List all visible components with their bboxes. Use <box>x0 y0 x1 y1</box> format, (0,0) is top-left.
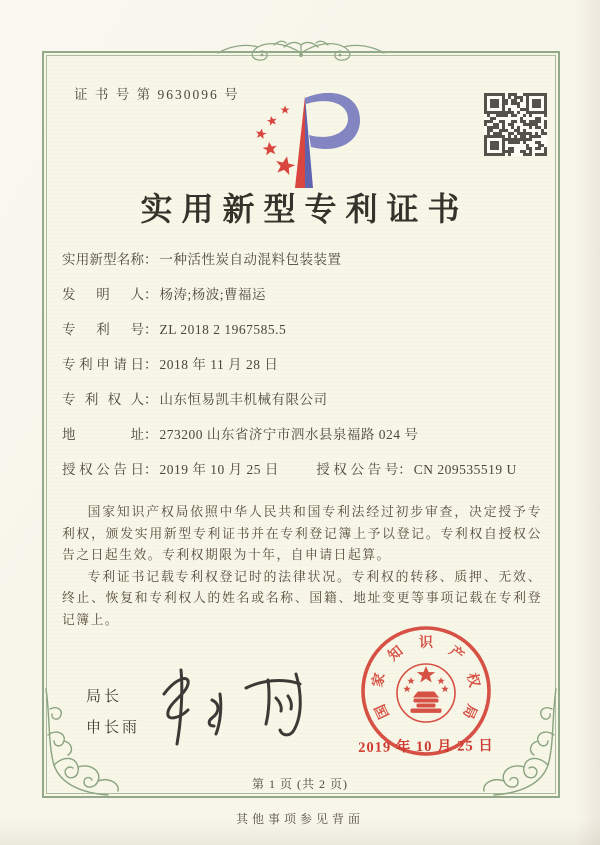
field-value: 山东恒易凯丰机械有限公司 <box>159 392 328 407</box>
field-address <box>62 424 548 445</box>
field-value: 2019 年 10 月 25 日 <box>159 462 279 477</box>
field-grant-row <box>62 459 548 480</box>
seal-date: 2019 年 10 月 25 日 <box>358 738 494 756</box>
seal-char: 局 <box>459 701 479 721</box>
director-block <box>86 682 140 744</box>
field-colon: ： <box>144 462 158 477</box>
field-label: 授权公告号 <box>316 462 399 477</box>
field-label: 发明人 <box>62 287 144 302</box>
field-patent-number <box>62 319 548 340</box>
field-application-date <box>62 354 548 375</box>
field-label: 授权公告日 <box>62 462 144 477</box>
seal-char: 产 <box>445 643 467 665</box>
body-paragraph-grant: 国家知识产权局依照中华人民共和国专利法经过初步审查，决定授予专利权，颁发实用新型专利证书并在专利登记簿上予以登记。专利权自授权公告之日起生效。专利权期限为十年，自申请日起算。 <box>62 505 542 562</box>
qr-code <box>484 93 547 156</box>
field-label: 专利号 <box>62 322 144 337</box>
field-grant-date <box>62 462 279 477</box>
director-handwritten-signature-icon <box>150 660 325 760</box>
cnipa-patent-logo-icon <box>238 90 388 196</box>
field-utility-model-name <box>62 249 548 270</box>
field-label: 实用新型名称 <box>62 252 144 267</box>
field-colon: ： <box>144 252 158 267</box>
seal-char: 知 <box>385 643 407 665</box>
field-colon: ： <box>144 357 158 372</box>
certificate-body-text <box>62 502 542 631</box>
director-title: 局长 <box>86 689 123 705</box>
page-number: 第 1 页 (共 2 页) <box>252 777 348 791</box>
field-label: 专利申请日 <box>62 357 144 372</box>
top-ornament-icon <box>206 39 396 69</box>
field-label: 专利权人 <box>62 392 144 407</box>
back-side-note: 其他事项参见背面 <box>235 812 364 826</box>
body-paragraph-register: 专利证书记载专利权登记时的法律状况。专利权的转移、质押、无效、终止、恢复和专利权人的姓名或名称、国籍、地址变更等事项记载在专利登记簿上。 <box>62 569 542 627</box>
field-value: 一种活性炭自动混料包装装置 <box>159 252 342 267</box>
field-colon: ： <box>144 287 158 302</box>
field-value: CN 209535519 U <box>413 462 517 477</box>
field-value: 273200 山东省济宁市泗水县泉福路 024 号 <box>159 427 419 442</box>
field-colon: ： <box>144 392 158 407</box>
seal-char: 国 <box>373 701 393 721</box>
seal-char: 家 <box>370 671 389 689</box>
certificate-fields <box>62 249 548 480</box>
field-value: 杨涛;杨波;曹福运 <box>159 287 267 302</box>
field-value: ZL 2018 2 1967585.5 <box>159 322 287 337</box>
seal-char: 权 <box>463 671 482 689</box>
field-colon: ： <box>144 427 158 442</box>
certificate-title: 实用新型专利证书 <box>140 191 469 227</box>
director-name: 申长雨 <box>86 720 141 736</box>
certificate-number: 证 书 号 第 9630096 号 <box>74 87 240 102</box>
field-patentee <box>62 389 548 410</box>
seal-char: 识 <box>419 636 433 651</box>
field-colon: ： <box>144 322 158 337</box>
field-value: 2018 年 11 月 28 日 <box>159 357 279 372</box>
field-colon: ： <box>398 462 412 477</box>
field-grant-number <box>316 462 517 477</box>
field-inventors <box>62 284 548 305</box>
field-label: 地址 <box>62 427 144 442</box>
